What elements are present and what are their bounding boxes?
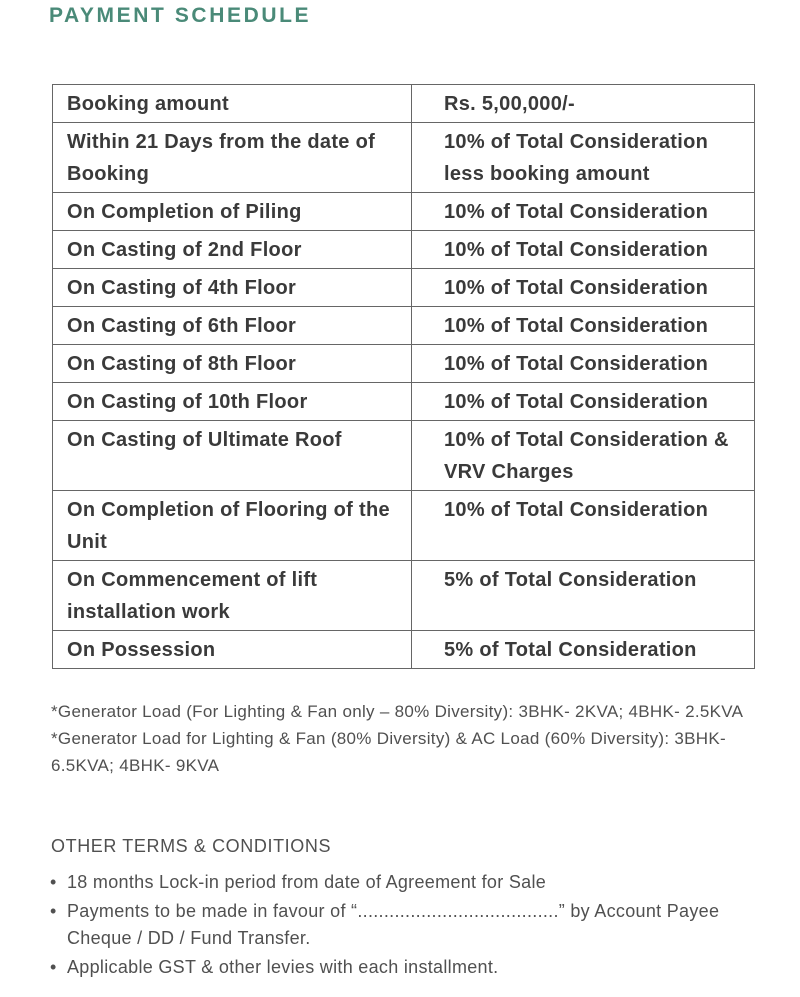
table-row <box>53 231 755 269</box>
table-row <box>53 193 755 231</box>
stage-cell: Within 21 Days from the date of Booking <box>53 123 412 193</box>
stage-cell: On Possession <box>53 631 412 669</box>
bullet-icon: • <box>50 872 57 892</box>
page-title: PAYMENT SCHEDULE <box>49 4 312 27</box>
table-row <box>53 123 755 193</box>
list-item <box>48 869 768 896</box>
generator-note: *Generator Load for Lighting & Fan (80% Diversity) & AC Load (60% Diversity): 3BHK- 6.5KVA; 4BHK- 9KVA <box>51 729 726 775</box>
payment-schedule-table <box>52 84 755 669</box>
payment-cell: 10% of Total Consideration <box>412 307 755 345</box>
generator-load-notes <box>51 698 763 779</box>
table-row <box>53 421 755 491</box>
stage-cell: On Completion of Piling <box>53 193 412 231</box>
term-text: 18 months Lock-in period from date of Agreement for Sale <box>67 872 547 892</box>
payment-cell: 5% of Total Consideration <box>412 631 755 669</box>
stage-cell: On Casting of 6th Floor <box>53 307 412 345</box>
stage-cell: On Completion of Flooring of the Unit <box>53 491 412 561</box>
table-row <box>53 85 755 123</box>
table-row <box>53 491 755 561</box>
payment-cell: 10% of Total Consideration less booking amount <box>412 123 755 193</box>
term-text: Applicable GST & other levies with each installment. <box>67 957 499 977</box>
table-row <box>53 307 755 345</box>
generator-note: *Generator Load (For Lighting & Fan only – 80% Diversity): 3BHK- 2KVA; 4BHK- 2.5KVA <box>51 702 744 721</box>
table-row <box>53 269 755 307</box>
payment-cell: 10% of Total Consideration <box>412 231 755 269</box>
terms-heading: OTHER TERMS & CONDITIONS <box>51 836 332 856</box>
bullet-icon: • <box>50 957 57 977</box>
payment-cell: 10% of Total Consideration <box>412 491 755 561</box>
list-item <box>48 898 768 952</box>
stage-cell: On Commencement of lift installation work <box>53 561 412 631</box>
payment-cell: 10% of Total Consideration <box>412 383 755 421</box>
bullet-icon: • <box>50 901 57 921</box>
stage-cell: On Casting of 4th Floor <box>53 269 412 307</box>
term-text: Payments to be made in favour of “......................................” by Account Payee Cheque / DD / Fund Transfer. <box>67 901 720 948</box>
table-row <box>53 561 755 631</box>
list-item <box>48 954 768 981</box>
payment-cell: 10% of Total Consideration & VRV Charges <box>412 421 755 491</box>
payment-cell: 10% of Total Consideration <box>412 193 755 231</box>
payment-cell: 10% of Total Consideration <box>412 345 755 383</box>
stage-cell: On Casting of Ultimate Roof <box>53 421 412 491</box>
terms-list <box>48 869 768 983</box>
table-row <box>53 631 755 669</box>
table-row <box>53 383 755 421</box>
payment-cell: 5% of Total Consideration <box>412 561 755 631</box>
stage-cell: On Casting of 8th Floor <box>53 345 412 383</box>
stage-cell: On Casting of 2nd Floor <box>53 231 412 269</box>
table-row <box>53 345 755 383</box>
stage-cell: Booking amount <box>53 85 412 123</box>
stage-cell: On Casting of 10th Floor <box>53 383 412 421</box>
payment-cell: 10% of Total Consideration <box>412 269 755 307</box>
payment-cell: Rs. 5,00,000/- <box>412 85 755 123</box>
